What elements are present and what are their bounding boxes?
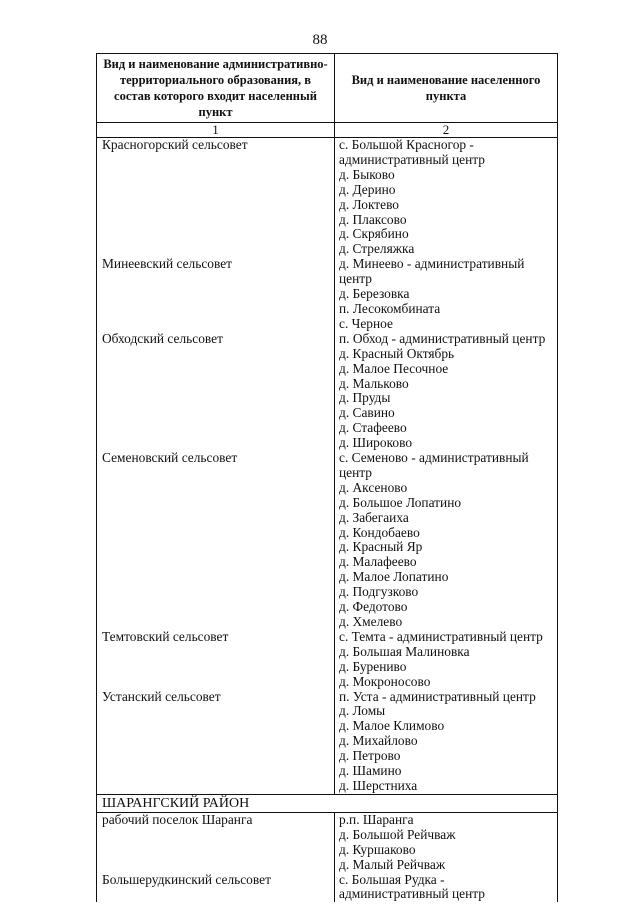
table-row	[97, 332, 558, 451]
settlement-item: д. Савино	[339, 405, 395, 421]
settlement-item: д. Аксеново	[339, 479, 408, 495]
header-col1: Вид и наименование административно-территориального образования, в состав которого входит населенный пункт	[97, 54, 335, 123]
table-row	[97, 812, 558, 872]
admin-unit-cell	[97, 873, 335, 903]
table-header-row	[97, 54, 558, 123]
settlement-item: д. Большая Малиновка	[339, 643, 470, 659]
table-row	[97, 630, 558, 690]
table-row	[97, 873, 558, 903]
settlement-item: д. Шамино	[339, 763, 402, 779]
admin-unit-cell	[97, 332, 335, 451]
settlement-item: д. Малое Песочное	[339, 360, 449, 376]
page-number: 88	[312, 32, 328, 48]
settlement-item: д. Пруды	[339, 390, 391, 406]
settlement-item: д. Малый Рейчваж	[339, 856, 446, 872]
admin-unit-name: Минеевский сельсовет	[102, 256, 233, 272]
settlements-cell	[335, 690, 558, 795]
table-row	[97, 451, 558, 630]
settlement-item: д. Хмелево	[339, 614, 403, 629]
admin-unit-name: Семеновский сельсовет	[102, 450, 238, 466]
settlement-item: с. Черное	[339, 315, 393, 331]
settlement-item: д. Федотово	[339, 599, 408, 615]
table-row	[97, 690, 558, 795]
admin-unit-name: Темтовский сельсовет	[102, 628, 229, 644]
admin-unit-cell	[97, 257, 335, 332]
settlement-item: д. Широково	[339, 435, 413, 451]
settlements-cell	[335, 451, 558, 630]
column-number-row	[97, 123, 558, 138]
settlement-item: д. Малафеево	[339, 554, 417, 570]
settlement-item: д. Плаксово	[339, 211, 407, 227]
district-title: ШАРАНГСКИЙ РАЙОН	[97, 794, 558, 812]
column-number-1: 1	[97, 123, 335, 138]
settlement-item: д. Минеево - административный центр	[339, 256, 525, 287]
settlement-item: д. Петрово	[339, 748, 401, 764]
settlement-item: д. Локтево	[339, 196, 400, 212]
settlements-cell	[335, 332, 558, 451]
admin-unit-cell	[97, 690, 335, 795]
settlement-item: д. Большое Лопатино	[339, 494, 462, 510]
settlement-item: д. Дерино	[339, 181, 396, 197]
settlement-item: д. Михайлово	[339, 733, 418, 749]
settlement-item: д. Мальково	[339, 375, 409, 391]
settlement-item: с. Темта - административный центр	[339, 628, 543, 644]
admin-unit-cell	[97, 138, 335, 258]
settlement-item: д. Куршаково	[339, 841, 416, 857]
settlement-item: д. Малое Климово	[339, 718, 445, 734]
admin-unit-cell	[97, 451, 335, 630]
settlement-item: д. Березовка	[339, 286, 410, 302]
settlement-item: д. Стафеево	[339, 420, 407, 436]
settlement-item: д. Мокроносово	[339, 673, 431, 689]
settlement-item: д. Кондобаево	[339, 524, 420, 540]
settlement-item: р.п. Шаранга	[339, 811, 414, 827]
column-number-2: 2	[335, 123, 558, 138]
settlements-table	[96, 53, 558, 902]
settlement-item: д. Малое Лопатино	[339, 569, 449, 585]
settlement-item: д. Бурениво	[339, 658, 407, 674]
table-row	[97, 257, 558, 332]
settlement-item: д. Ломы	[339, 703, 386, 719]
settlement-item: д. Шерстниха	[339, 777, 418, 793]
admin-unit-name: рабочий поселок Шаранга	[102, 811, 253, 827]
settlement-item: д. Быково	[339, 166, 395, 182]
admin-unit-name: Обходский сельсовет	[102, 330, 223, 346]
table-body	[97, 138, 558, 903]
settlements-cell	[335, 873, 558, 903]
settlements-cell	[335, 630, 558, 690]
settlement-item: д. Красный Яр	[339, 539, 423, 555]
settlements-cell	[335, 138, 558, 258]
settlement-item: д. Красный Октябрь	[339, 345, 455, 361]
settlement-item: п. Уста - административный центр	[339, 688, 536, 704]
settlements-cell	[335, 257, 558, 332]
settlement-item: д. Большой Рейчваж	[339, 826, 456, 842]
admin-unit-name: Красногорский сельсовет	[102, 137, 248, 152]
settlement-item: д. Забегаиха	[339, 509, 409, 525]
admin-unit-name: Большерудкинский сельсовет	[102, 871, 271, 887]
settlement-item: с. Семеново - административный центр	[339, 450, 529, 480]
settlement-item: д. Скрябино	[339, 226, 409, 242]
district-row	[97, 794, 558, 812]
settlement-item: п. Лесокомбината	[339, 300, 441, 316]
admin-unit-name: Устанский сельсовет	[102, 688, 221, 704]
settlements-cell	[335, 812, 558, 872]
settlement-item: п. Обход - административный центр	[339, 330, 546, 346]
header-col2: Вид и наименование населенного пункта	[335, 54, 558, 123]
settlement-item: д. Стреляжка	[339, 241, 415, 257]
settlement-item: с. Большая Рудка - административный центр	[339, 871, 485, 902]
admin-unit-cell	[97, 630, 335, 690]
settlement-item: с. Большой Красногор - административный центр	[339, 137, 485, 167]
settlement-item: д. Подгузково	[339, 584, 419, 600]
table-row	[97, 138, 558, 258]
admin-unit-cell	[97, 812, 335, 872]
